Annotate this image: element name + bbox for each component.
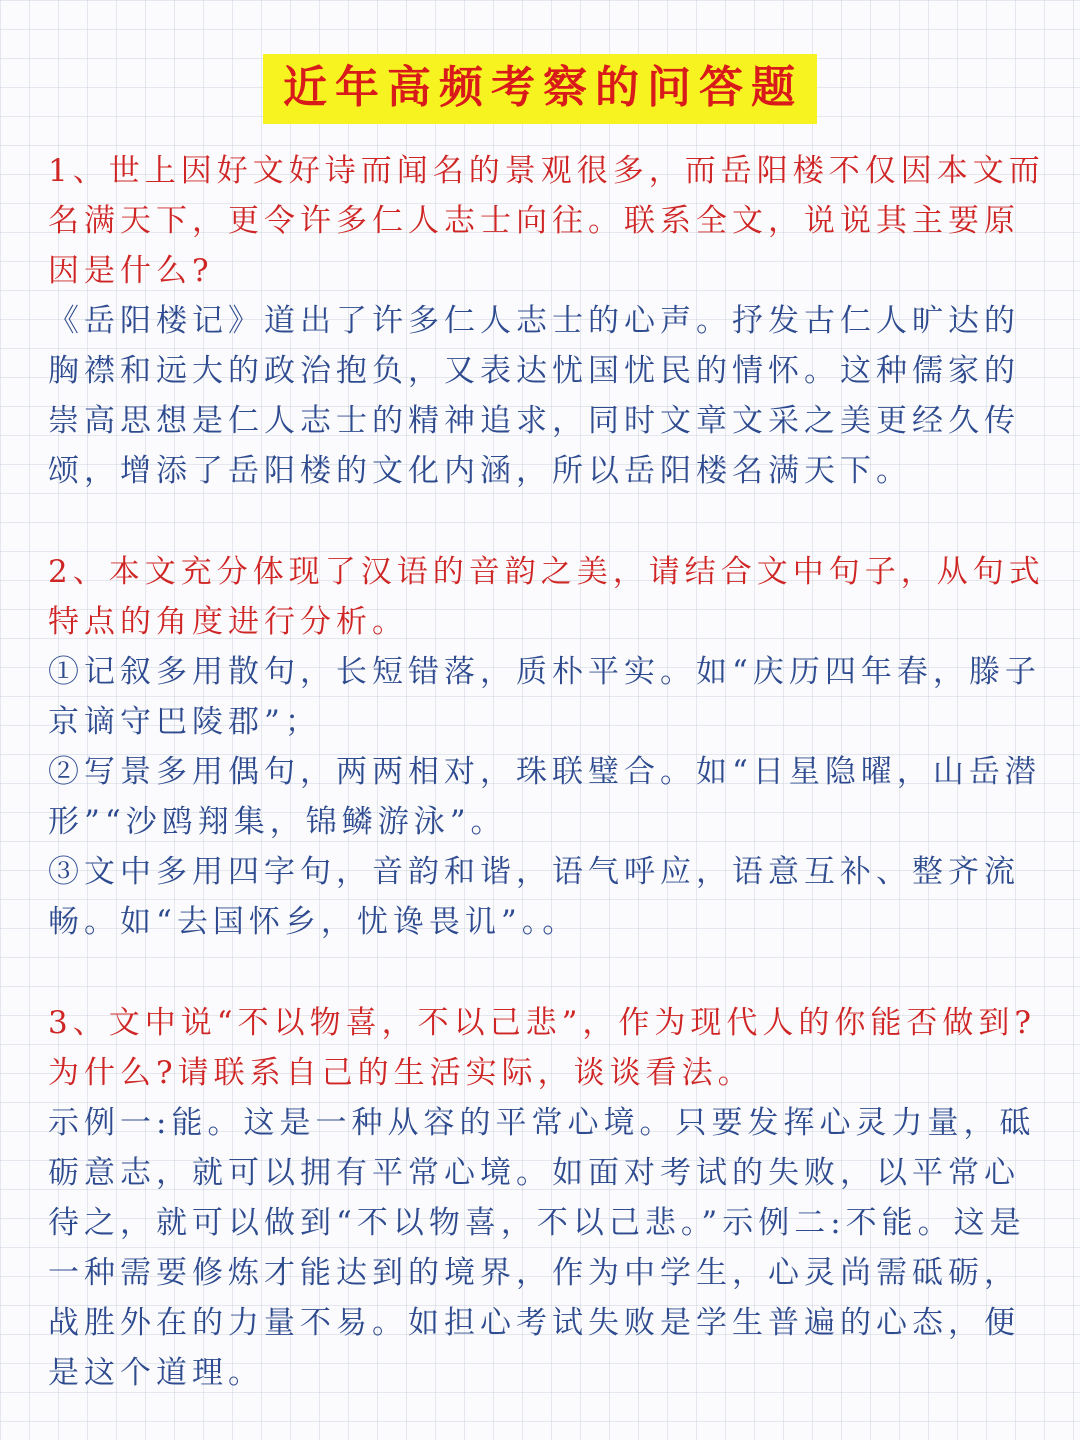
answer-2-point-1: ①记叙多用散句，长短错落，质朴平实。如“庆历四年春，滕子京谪守巴陵郡”； <box>48 654 1041 740</box>
page-title: 近年高频考察的问答题 <box>263 54 817 124</box>
question-2-text: 2、本文充分体现了汉语的音韵之美，请结合文中句子，从句式特点的角度进行分析。 <box>48 554 1045 640</box>
answer-2-point-3: ③文中多用四字句，音韵和谐，语气呼应，语意互补、整齐流畅。如“去国怀乡，忧谗畏讥”。。 <box>48 854 1020 940</box>
question-3-text: 3、文中说“不以物喜，不以己悲”，作为现代人的你能否做到?为什么?请联系自己的生活实际，谈谈看法。 <box>48 1005 1037 1091</box>
title-banner <box>0 54 1080 124</box>
question-block-1 <box>48 146 1048 496</box>
answer-1-text: 《岳阳楼记》道出了许多仁人志士的心声。抒发古仁人旷达的胸襟和远大的政治抱负，又表达忧国忧民的情怀。这种儒家的崇高思想是仁人志士的精神追求，同时文章文采之美更经久传颂，增添了岳阳楼的文化内涵，所以岳阳楼名满天下。 <box>48 303 1020 489</box>
answer-3-text: 示例一:能。这是一种从容的平常心境。只要发挥心灵力量，砥砺意志，就可以拥有平常心境。如面对考试的失败，以平常心待之，就可以做到“不以物喜，不以己悲。”示例二:不能。这是一种需要修炼才能达到的境界，作为中学生，心灵尚需砥砺，战胜外在的力量不易。如担心考试失败是学生普遍的心态，便是这个道理。 <box>48 1105 1036 1391</box>
answer-2-point-2: ②写景多用偶句，两两相对，珠联璧合。如“日星隐曜，山岳潜形”“沙鸥翔集，锦鳞游泳”。 <box>48 754 1041 840</box>
question-block-2 <box>48 547 1048 947</box>
question-block-3 <box>48 998 1048 1398</box>
question-1-text: 1、世上因好文好诗而闻名的景观很多，而岳阳楼不仅因本文而名满天下，更令许多仁人志士向往。联系全文，说说其主要原因是什么? <box>48 153 1045 289</box>
